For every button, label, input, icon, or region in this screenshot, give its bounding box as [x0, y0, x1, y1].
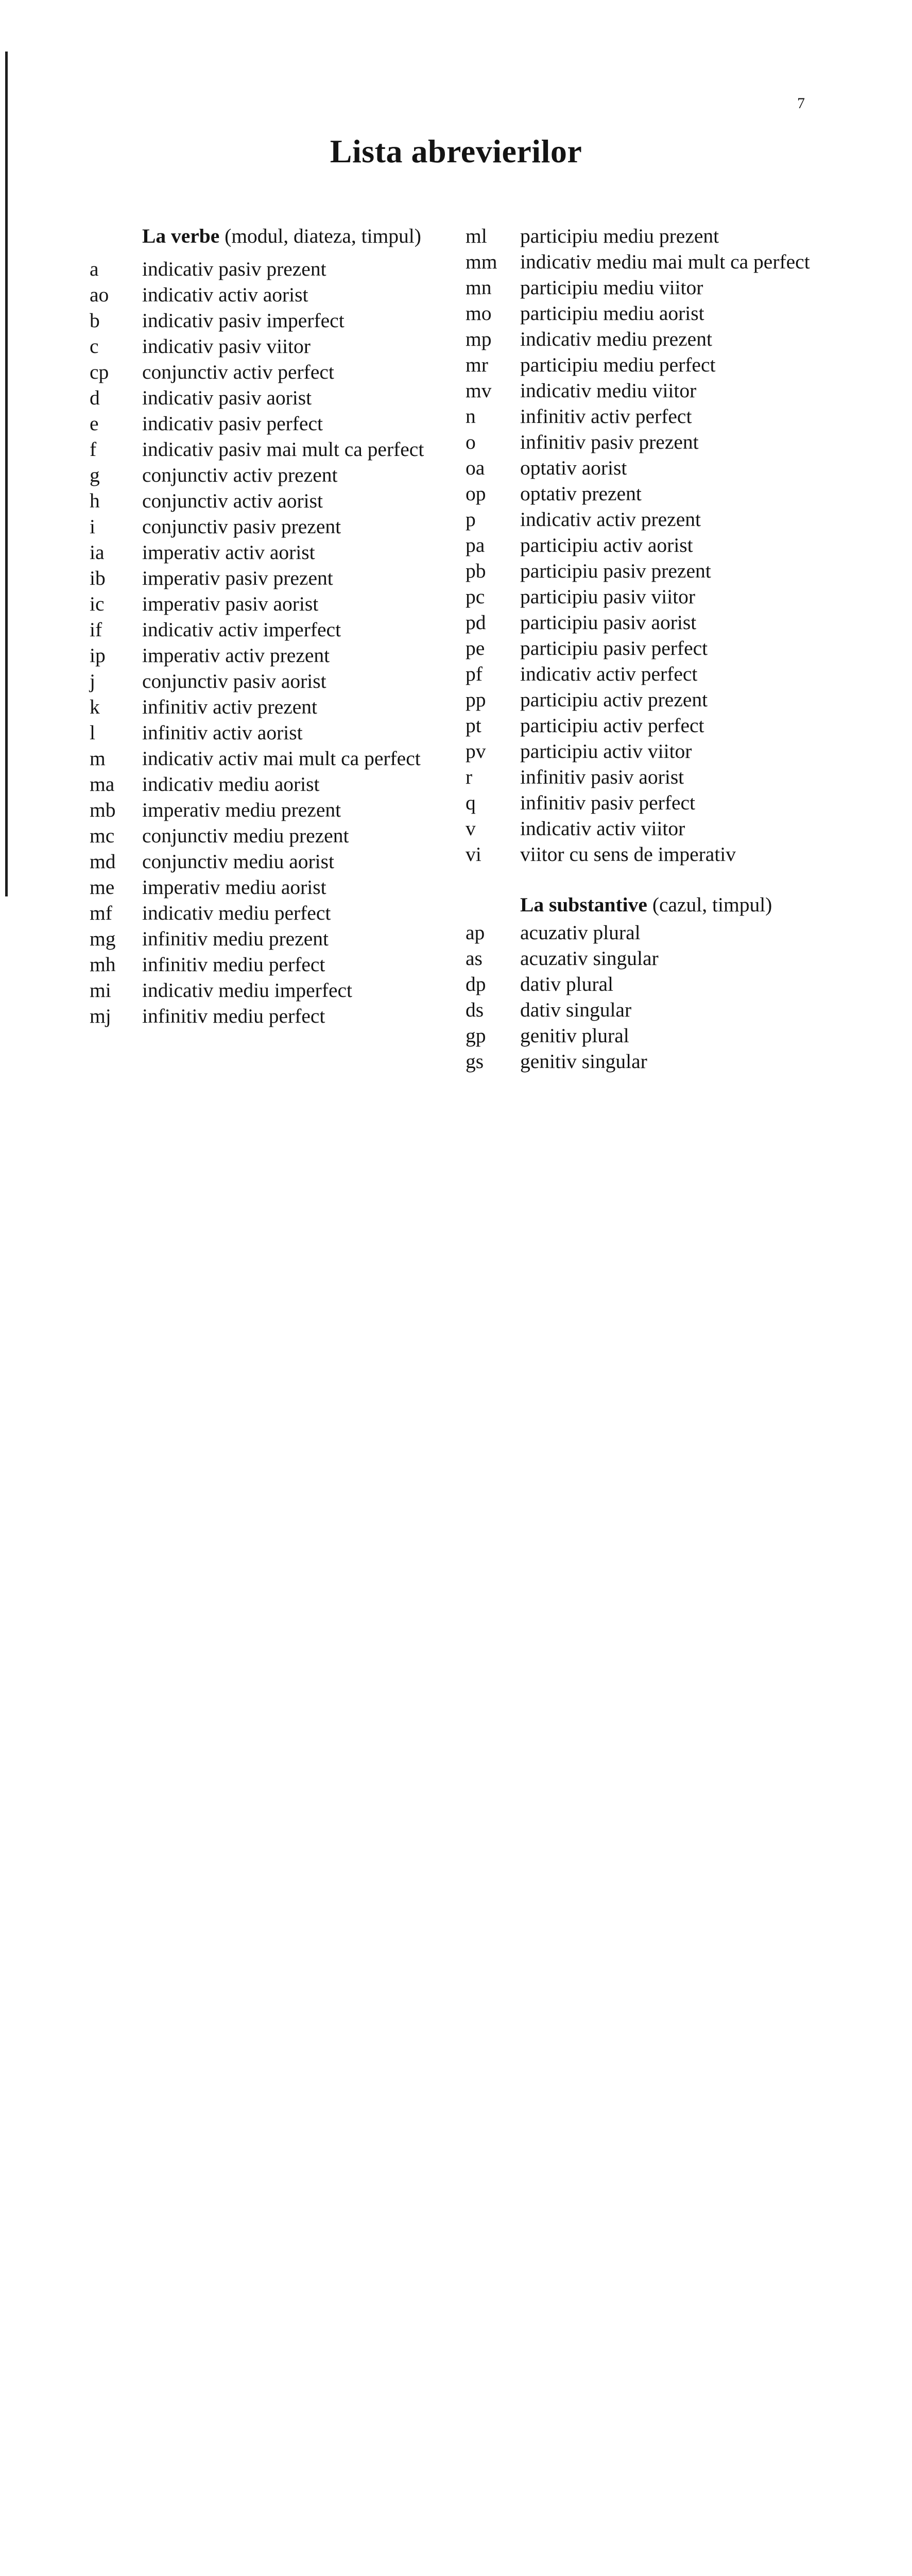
- abbreviation-entry: [466, 816, 831, 841]
- abbreviation-entry: [90, 333, 457, 359]
- abbreviation-code: pf: [466, 663, 483, 685]
- abbreviation-entry: [466, 352, 831, 378]
- abbreviation-meaning: dativ singular: [520, 998, 632, 1021]
- abbreviation-entry: [90, 591, 457, 617]
- abbreviation-entry: [466, 920, 831, 945]
- abbreviation-meaning: indicativ activ mai mult ca perfect: [142, 747, 421, 770]
- abbreviation-entry: [90, 797, 457, 823]
- abbreviation-entry: [466, 635, 831, 661]
- abbreviation-meaning: indicativ activ perfect: [520, 663, 698, 685]
- abbreviation-meaning: indicativ pasiv perfect: [142, 412, 323, 435]
- abbreviation-entry: [466, 558, 831, 584]
- abbreviation-meaning: acuzativ singular: [520, 947, 659, 970]
- abbreviation-entry: [90, 488, 457, 514]
- abbreviation-meaning: indicativ activ viitor: [520, 817, 685, 840]
- abbreviation-entry: [466, 945, 831, 971]
- abbreviation-code: b: [90, 309, 100, 332]
- abbreviation-entry: [90, 514, 457, 539]
- abbreviation-meaning: indicativ pasiv imperfect: [142, 309, 345, 332]
- verbs-heading: [90, 223, 457, 249]
- abbreviation-meaning: participiu activ aorist: [520, 534, 693, 556]
- abbreviation-entry: [466, 1048, 831, 1074]
- abbreviation-entry: [90, 874, 457, 900]
- abbreviation-meaning: conjunctiv activ aorist: [142, 489, 323, 512]
- abbreviation-code: k: [90, 696, 100, 718]
- abbreviation-code: pa: [466, 534, 485, 556]
- abbreviation-code: pe: [466, 637, 485, 659]
- abbreviation-entry: [90, 823, 457, 849]
- abbreviation-code: mo: [466, 302, 492, 325]
- abbreviation-code: ao: [90, 283, 109, 306]
- abbreviation-meaning: imperativ mediu prezent: [142, 799, 341, 821]
- abbreviation-meaning: participiu activ viitor: [520, 740, 692, 762]
- abbreviation-code: pd: [466, 611, 486, 634]
- abbreviation-meaning: participiu mediu aorist: [520, 302, 704, 325]
- abbreviation-entry: [466, 223, 831, 249]
- abbreviation-code: ma: [90, 773, 115, 795]
- abbreviation-code: ap: [466, 921, 485, 944]
- abbreviation-code: pp: [466, 688, 486, 711]
- abbreviation-meaning: imperativ pasiv aorist: [142, 592, 319, 615]
- abbreviation-code: mb: [90, 799, 116, 821]
- abbreviation-meaning: indicativ activ prezent: [520, 508, 701, 531]
- abbreviation-meaning: indicativ mediu aorist: [142, 773, 320, 795]
- abbreviation-code: if: [90, 618, 102, 641]
- abbreviation-entry: [90, 385, 457, 411]
- abbreviation-code: mr: [466, 353, 488, 376]
- abbreviation-entry: [466, 841, 831, 867]
- abbreviation-entry: [466, 403, 831, 429]
- abbreviation-entry: [466, 429, 831, 455]
- abbreviation-code: mc: [90, 824, 115, 847]
- abbreviation-meaning: infinitiv activ aorist: [142, 721, 303, 744]
- abbreviation-code: ml: [466, 225, 487, 247]
- abbreviation-meaning: imperativ mediu aorist: [142, 876, 326, 899]
- abbreviation-meaning: indicativ activ imperfect: [142, 618, 341, 641]
- abbreviation-code: mj: [90, 1005, 111, 1027]
- abbreviation-entry: [466, 997, 831, 1023]
- abbreviation-meaning: participiu pasiv prezent: [520, 560, 711, 582]
- abbreviation-meaning: indicativ mediu mai mult ca perfect: [520, 250, 810, 273]
- abbreviation-meaning: infinitiv mediu prezent: [142, 927, 329, 950]
- abbreviation-entry: [90, 565, 457, 591]
- abbreviation-code: mm: [466, 250, 497, 273]
- abbreviation-meaning: indicativ pasiv aorist: [142, 386, 312, 409]
- abbreviation-meaning: infinitiv pasiv aorist: [520, 766, 684, 788]
- abbreviation-entry: [466, 790, 831, 816]
- abbreviation-code: p: [466, 508, 476, 531]
- abbreviation-entry: [466, 481, 831, 506]
- abbreviation-entry: [90, 849, 457, 874]
- abbreviation-code: mp: [466, 328, 492, 350]
- abbreviation-entry: [466, 1023, 831, 1048]
- abbreviation-entry: [90, 462, 457, 488]
- abbreviation-meaning: indicativ mediu perfect: [142, 902, 331, 924]
- abbreviation-code: ia: [90, 541, 105, 564]
- abbreviation-entry: [90, 282, 457, 308]
- abbreviation-entry: [466, 249, 831, 275]
- abbreviation-entry: [466, 738, 831, 764]
- abbreviation-entry: [90, 256, 457, 282]
- abbreviation-entry: [90, 952, 457, 977]
- nouns-heading: [466, 892, 831, 918]
- abbreviation-entry: [466, 609, 831, 635]
- nouns-heading-bold: La substantive: [520, 893, 647, 916]
- verbs-list-left: [90, 256, 457, 1029]
- abbreviation-meaning: indicativ pasiv prezent: [142, 258, 326, 280]
- abbreviation-entry: [466, 532, 831, 558]
- abbreviation-entry: [90, 720, 457, 745]
- abbreviation-entry: [90, 359, 457, 385]
- abbreviation-meaning: indicativ mediu viitor: [520, 379, 697, 402]
- abbreviation-entry: [466, 764, 831, 790]
- abbreviation-entry: [466, 300, 831, 326]
- abbreviation-meaning: infinitiv pasiv prezent: [520, 431, 699, 453]
- abbreviation-meaning: dativ plural: [520, 973, 613, 995]
- abbreviation-code: pt: [466, 714, 481, 737]
- abbreviation-meaning: infinitiv mediu perfect: [142, 953, 325, 976]
- abbreviation-entry: [90, 1003, 457, 1029]
- abbreviation-code: ib: [90, 567, 106, 589]
- abbreviation-code: gp: [466, 1024, 486, 1047]
- abbreviation-meaning: participiu mediu perfect: [520, 353, 716, 376]
- abbreviation-meaning: conjunctiv mediu prezent: [142, 824, 349, 847]
- page-number: 7: [797, 95, 805, 112]
- abbreviation-entry: [90, 926, 457, 952]
- nouns-list: [466, 920, 831, 1074]
- nouns-heading-note: (cazul, timpul): [647, 893, 772, 916]
- verbs-heading-note: (modul, diateza, timpul): [219, 225, 421, 247]
- abbreviation-code: n: [466, 405, 476, 428]
- abbreviation-code: gs: [466, 1050, 484, 1073]
- abbreviation-entry: [90, 771, 457, 797]
- left-column: [90, 223, 457, 1029]
- abbreviation-meaning: infinitiv activ perfect: [520, 405, 692, 428]
- abbreviation-code: ds: [466, 998, 484, 1021]
- abbreviation-code: ip: [90, 644, 106, 667]
- abbreviation-code: as: [466, 947, 483, 970]
- abbreviation-code: md: [90, 850, 116, 873]
- abbreviation-entry: [90, 539, 457, 565]
- abbreviation-meaning: indicativ pasiv viitor: [142, 335, 311, 358]
- abbreviation-code: mf: [90, 902, 112, 924]
- abbreviation-entry: [90, 668, 457, 694]
- abbreviation-code: j: [90, 670, 95, 692]
- abbreviation-meaning: optativ prezent: [520, 482, 642, 505]
- abbreviation-meaning: infinitiv pasiv perfect: [520, 791, 696, 814]
- abbreviation-code: r: [466, 766, 473, 788]
- abbreviation-code: cp: [90, 361, 109, 383]
- abbreviation-code: mi: [90, 979, 111, 1002]
- verbs-list-right: [466, 223, 831, 867]
- abbreviation-code: mh: [90, 953, 116, 976]
- page-title: Lista abrevierilor: [330, 133, 582, 170]
- abbreviation-code: pc: [466, 585, 485, 608]
- abbreviation-meaning: indicativ pasiv mai mult ca perfect: [142, 438, 424, 461]
- abbreviation-code: v: [466, 817, 476, 840]
- abbreviation-code: mv: [466, 379, 492, 402]
- abbreviation-entry: [466, 506, 831, 532]
- abbreviation-code: a: [90, 258, 99, 280]
- abbreviation-meaning: optativ aorist: [520, 456, 627, 479]
- abbreviation-meaning: participiu pasiv perfect: [520, 637, 708, 659]
- abbreviation-meaning: conjunctiv mediu aorist: [142, 850, 334, 873]
- abbreviation-code: g: [90, 464, 100, 486]
- abbreviation-meaning: conjunctiv activ prezent: [142, 464, 338, 486]
- abbreviation-entry: [466, 378, 831, 403]
- right-column: [466, 223, 831, 1074]
- abbreviation-meaning: participiu pasiv viitor: [520, 585, 696, 608]
- abbreviation-code: dp: [466, 973, 486, 995]
- abbreviation-meaning: indicativ mediu prezent: [520, 328, 712, 350]
- abbreviation-entry: [466, 713, 831, 738]
- abbreviation-meaning: participiu mediu viitor: [520, 276, 703, 299]
- abbreviation-meaning: indicativ activ aorist: [142, 283, 308, 306]
- abbreviation-meaning: genitiv plural: [520, 1024, 629, 1047]
- abbreviation-code: e: [90, 412, 99, 435]
- abbreviation-entry: [466, 584, 831, 609]
- abbreviation-meaning: indicativ mediu imperfect: [142, 979, 353, 1002]
- abbreviation-code: ic: [90, 592, 105, 615]
- abbreviation-code: mn: [466, 276, 492, 299]
- abbreviation-entry: [466, 971, 831, 997]
- abbreviation-meaning: imperativ pasiv prezent: [142, 567, 333, 589]
- abbreviation-entry: [90, 308, 457, 333]
- abbreviation-entry: [90, 642, 457, 668]
- abbreviation-meaning: infinitiv activ prezent: [142, 696, 318, 718]
- abbreviation-entry: [90, 436, 457, 462]
- abbreviation-entry: [90, 745, 457, 771]
- abbreviation-entry: [466, 687, 831, 713]
- abbreviation-entry: [90, 900, 457, 926]
- abbreviation-code: pb: [466, 560, 486, 582]
- abbreviation-entry: [466, 661, 831, 687]
- abbreviation-code: o: [466, 431, 476, 453]
- abbreviation-code: m: [90, 747, 106, 770]
- abbreviation-entry: [466, 275, 831, 300]
- abbreviation-code: op: [466, 482, 486, 505]
- abbreviation-code: d: [90, 386, 100, 409]
- abbreviation-meaning: conjunctiv pasiv prezent: [142, 515, 341, 538]
- abbreviation-meaning: acuzativ plural: [520, 921, 641, 944]
- abbreviation-entry: [90, 411, 457, 436]
- abbreviation-code: l: [90, 721, 95, 744]
- abbreviation-entry: [466, 326, 831, 352]
- abbreviation-meaning: participiu pasiv aorist: [520, 611, 697, 634]
- abbreviation-code: i: [90, 515, 95, 538]
- abbreviation-code: pv: [466, 740, 486, 762]
- abbreviation-code: f: [90, 438, 97, 461]
- abbreviation-entry: [90, 694, 457, 720]
- abbreviation-code: vi: [466, 843, 481, 866]
- abbreviation-meaning: genitiv singular: [520, 1050, 647, 1073]
- abbreviation-meaning: conjunctiv activ perfect: [142, 361, 334, 383]
- abbreviation-meaning: imperativ activ prezent: [142, 644, 330, 667]
- abbreviation-meaning: participiu activ prezent: [520, 688, 708, 711]
- abbreviation-meaning: imperativ activ aorist: [142, 541, 315, 564]
- abbreviation-entry: [466, 455, 831, 481]
- abbreviation-code: oa: [466, 456, 485, 479]
- abbreviation-meaning: conjunctiv pasiv aorist: [142, 670, 326, 692]
- verbs-heading-bold: La verbe: [142, 225, 220, 247]
- abbreviation-code: mg: [90, 927, 116, 950]
- abbreviation-code: h: [90, 489, 100, 512]
- abbreviation-entry: [90, 977, 457, 1003]
- abbreviation-meaning: participiu activ perfect: [520, 714, 704, 737]
- abbreviation-meaning: participiu mediu prezent: [520, 225, 719, 247]
- abbreviation-code: c: [90, 335, 99, 358]
- abbreviation-meaning: infinitiv mediu perfect: [142, 1005, 325, 1027]
- abbreviation-code: me: [90, 876, 115, 899]
- abbreviation-code: q: [466, 791, 476, 814]
- margin-rule: [5, 52, 8, 896]
- abbreviation-entry: [90, 617, 457, 642]
- abbreviation-meaning: viitor cu sens de imperativ: [520, 843, 736, 866]
